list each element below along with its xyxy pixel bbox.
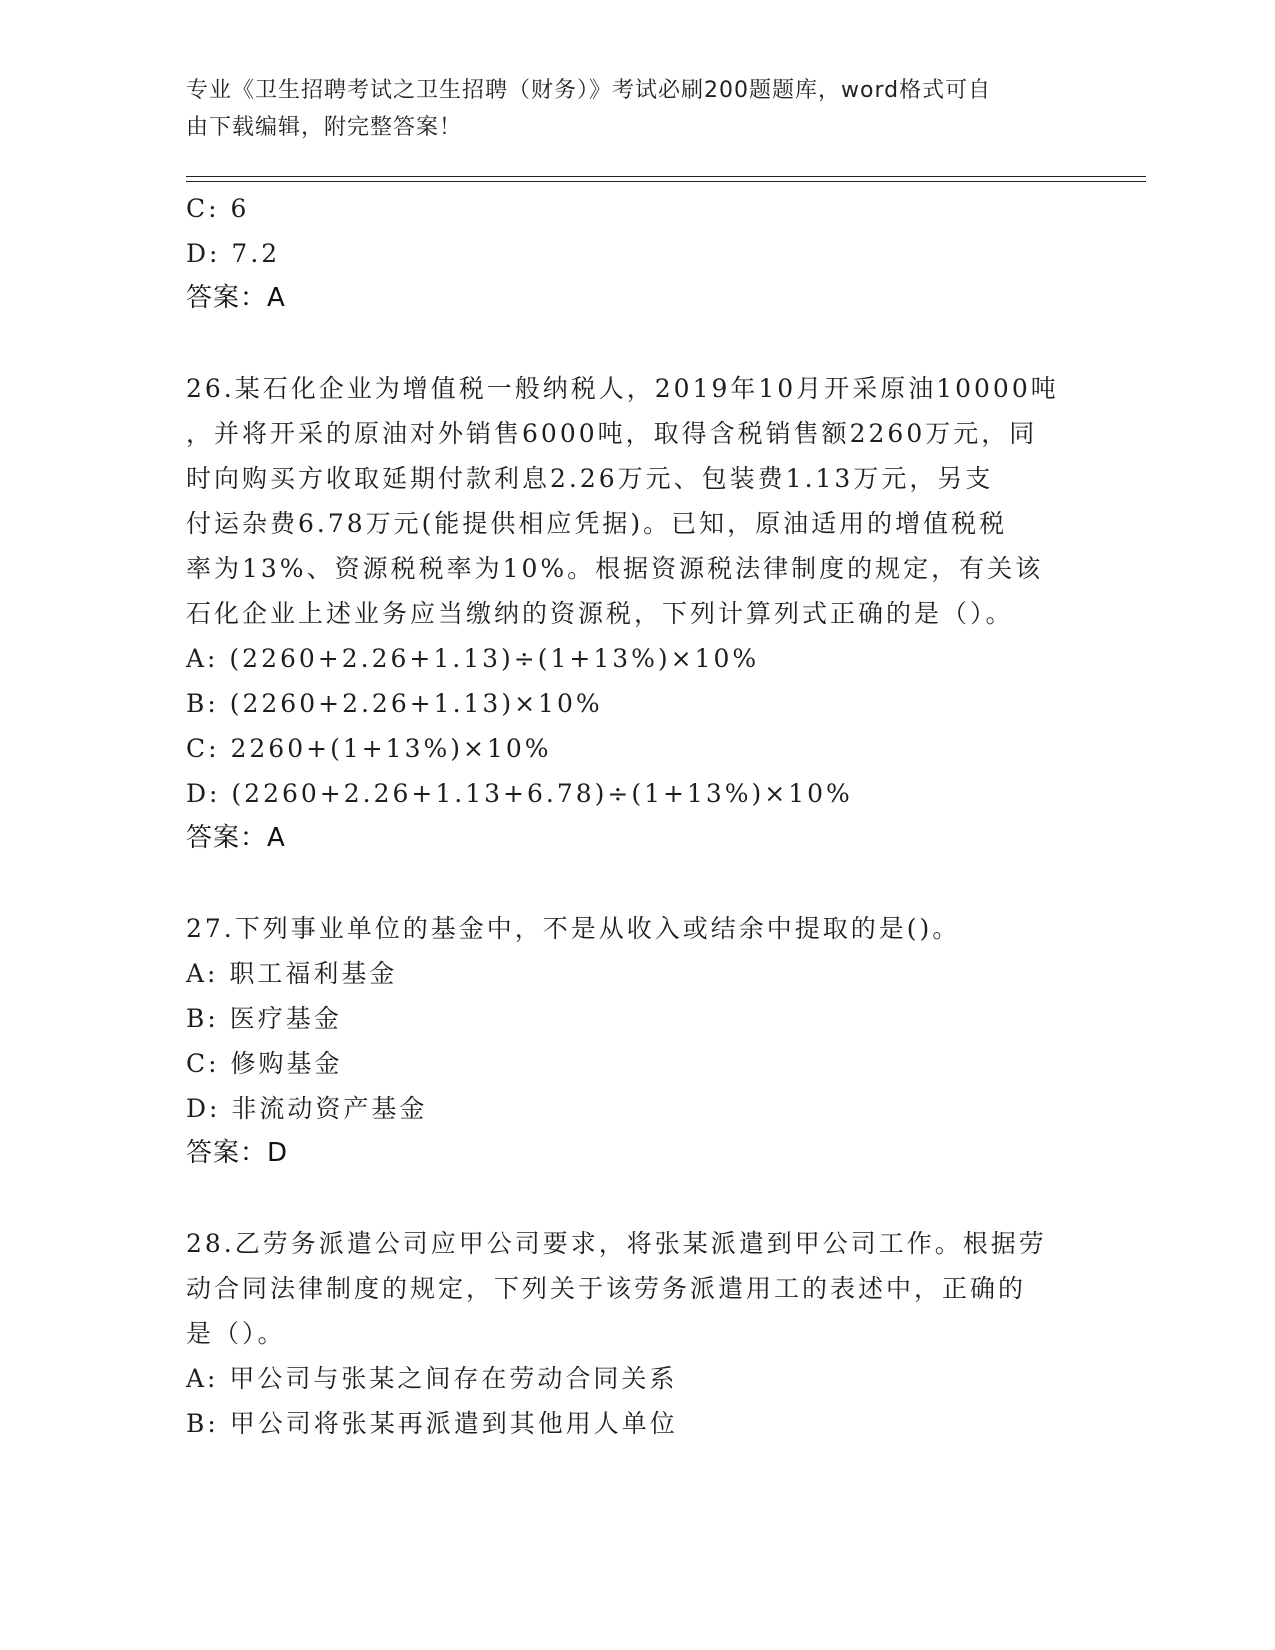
question-stem-line: 28.乙劳务派遣公司应甲公司要求，将张某派遣到甲公司工作。根据劳	[186, 1229, 1047, 1258]
question-stem-line: 是（）。	[186, 1319, 286, 1348]
question-stem-line: 石化企业上述业务应当缴纳的资源税，下列计算列式正确的是（）。	[186, 599, 1014, 628]
question-stem-line: 时向购买方收取延期付款利息2.26万元、包装费1.13万元，另支	[186, 464, 994, 493]
option-c: C: 2260+(1+13%)×10%	[186, 734, 552, 763]
question-stem-line: 付运杂费6.78万元(能提供相应凭据)。已知，原油适用的增值税税	[186, 509, 1008, 538]
question-25-tail	[186, 186, 1086, 321]
header-line-2: 由下载编辑，附完整答案！	[186, 115, 463, 140]
header-divider-bottom	[186, 181, 1146, 182]
question-stem-line: 率为13%、资源税税率为10%。根据资源税法律制度的规定，有关该	[186, 554, 1044, 583]
option-b: B: (2260+2.26+1.13)×10%	[186, 689, 603, 718]
answer-line: 答案：A	[186, 823, 286, 853]
page-header	[186, 72, 1066, 146]
option-d: D: 7.2	[186, 239, 281, 268]
option-b: B: 医疗基金	[186, 1004, 342, 1033]
option-c: C: 修购基金	[186, 1049, 343, 1078]
header-line-1: 专业《卫生招聘考试之卫生招聘（财务）》考试必刷200题题库，word格式可自	[186, 78, 992, 103]
option-a: A: 职工福利基金	[186, 959, 398, 988]
spacer	[186, 1176, 1086, 1221]
question-27	[186, 906, 1086, 1176]
question-26	[186, 366, 1086, 861]
document-body	[186, 186, 1086, 1446]
question-28	[186, 1221, 1086, 1446]
spacer	[186, 861, 1086, 906]
option-d: D: 非流动资产基金	[186, 1094, 428, 1123]
option-c: C: 6	[186, 194, 250, 223]
question-stem-line: 27.下列事业单位的基金中，不是从收入或结余中提取的是()。	[186, 914, 961, 943]
option-d: D: (2260+2.26+1.13+6.78)÷(1+13%)×10%	[186, 779, 853, 808]
answer-line: 答案：A	[186, 283, 286, 313]
option-b: B: 甲公司将张某再派遣到其他用人单位	[186, 1409, 678, 1438]
question-stem-line: 26.某石化企业为增值税一般纳税人，2019年10月开采原油10000吨	[186, 374, 1059, 403]
option-a: A: (2260+2.26+1.13)÷(1+13%)×10%	[186, 644, 760, 673]
header-divider-top	[186, 176, 1146, 177]
answer-line: 答案：D	[186, 1138, 289, 1168]
question-stem-line: 动合同法律制度的规定，下列关于该劳务派遣用工的表述中，正确的	[186, 1274, 1027, 1303]
spacer	[186, 321, 1086, 366]
option-a: A: 甲公司与张某之间存在劳动合同关系	[186, 1364, 678, 1393]
question-stem-line: ，并将开采的原油对外销售6000吨，取得含税销售额2260万元，同	[186, 419, 1038, 448]
